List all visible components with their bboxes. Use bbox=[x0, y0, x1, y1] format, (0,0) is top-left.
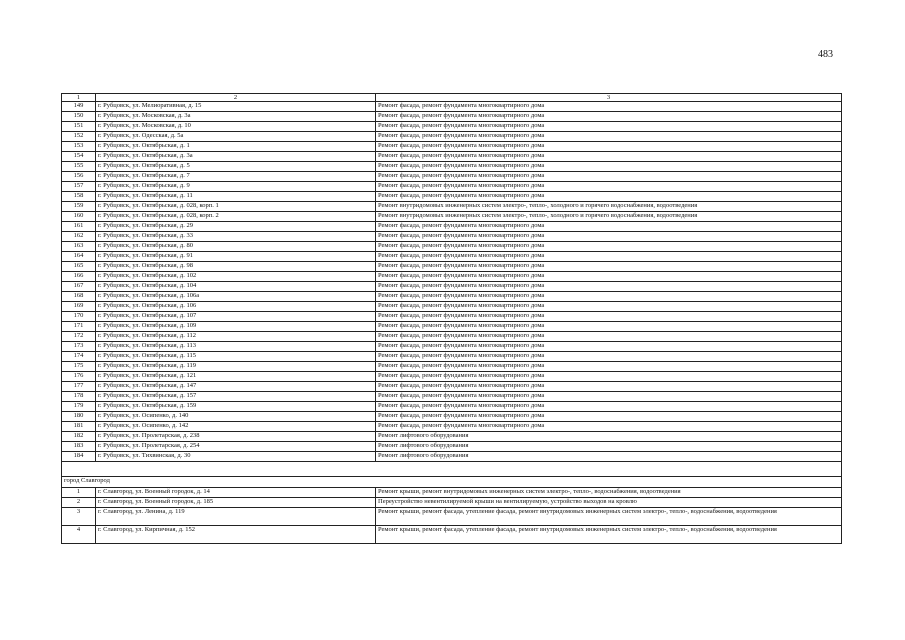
row-number: 165 bbox=[62, 262, 96, 272]
row-number: 160 bbox=[62, 212, 96, 222]
address-cell: г. Рубцовск, ул. Октябрьская, д. 113 bbox=[96, 342, 376, 352]
work-type-cell: Ремонт фасада, ремонт фундамента многоквартирного дома bbox=[376, 282, 842, 292]
row-number: 177 bbox=[62, 382, 96, 392]
address-cell: г. Рубцовск, ул. Московская, д. 3а bbox=[96, 112, 376, 122]
work-type-cell: Ремонт фасада, ремонт фундамента многоквартирного дома bbox=[376, 182, 842, 192]
row-number: 153 bbox=[62, 142, 96, 152]
table-row bbox=[62, 362, 842, 372]
work-type-cell: Ремонт фасада, ремонт фундамента многоквартирного дома bbox=[376, 192, 842, 202]
address-cell: г. Рубцовск, ул. Октябрьская, д. 11 bbox=[96, 192, 376, 202]
row-number: 180 bbox=[62, 412, 96, 422]
address-cell: г. Рубцовск, ул. Октябрьская, д. 1 bbox=[96, 142, 376, 152]
work-type-cell: Ремонт фасада, ремонт фундамента многоквартирного дома bbox=[376, 322, 842, 332]
address-cell: г. Рубцовск, ул. Одесская, д. 5а bbox=[96, 132, 376, 142]
column-header-3: 3 bbox=[376, 94, 842, 102]
address-cell: г. Рубцовск, ул. Октябрьская, д. 104 bbox=[96, 282, 376, 292]
address-cell: г. Рубцовск, ул. Октябрьская, д. 3а bbox=[96, 152, 376, 162]
address-cell: г. Славгород, ул. Военный городок, д. 14 bbox=[96, 488, 376, 498]
work-type-cell: Ремонт фасада, ремонт фундамента многоквартирного дома bbox=[376, 382, 842, 392]
row-number: 175 bbox=[62, 362, 96, 372]
table-row bbox=[62, 212, 842, 222]
address-cell: г. Рубцовск, ул. Октябрьская, д. 147 bbox=[96, 382, 376, 392]
table-row bbox=[62, 342, 842, 352]
work-type-cell: Ремонт фасада, ремонт фундамента многоквартирного дома bbox=[376, 112, 842, 122]
address-cell: г. Рубцовск, ул. Октябрьская, д. 121 bbox=[96, 372, 376, 382]
work-type-cell: Ремонт фасада, ремонт фундамента многоквартирного дома bbox=[376, 372, 842, 382]
work-type-cell: Ремонт фасада, ремонт фундамента многоквартирного дома bbox=[376, 412, 842, 422]
work-type-cell: Ремонт лифтового оборудования bbox=[376, 432, 842, 442]
work-type-cell: Ремонт фасада, ремонт фундамента многоквартирного дома bbox=[376, 402, 842, 412]
address-cell: г. Рубцовск, ул. Октябрьская, д. 109 bbox=[96, 322, 376, 332]
row-number: 176 bbox=[62, 372, 96, 382]
row-number: 168 bbox=[62, 292, 96, 302]
address-cell: г. Рубцовск, ул. Октябрьская, д. 5 bbox=[96, 162, 376, 172]
work-type-cell: Ремонт фасада, ремонт фундамента многоквартирного дома bbox=[376, 172, 842, 182]
row-number: 161 bbox=[62, 222, 96, 232]
table-row bbox=[62, 372, 842, 382]
table-row bbox=[62, 102, 842, 112]
address-cell: г. Рубцовск, ул. Осипенко, д. 140 bbox=[96, 412, 376, 422]
address-cell: г. Рубцовск, ул. Октябрьская, д. 29 bbox=[96, 222, 376, 232]
table-row bbox=[62, 192, 842, 202]
table-row bbox=[62, 132, 842, 142]
work-type-cell: Ремонт фасада, ремонт фундамента многоквартирного дома bbox=[376, 102, 842, 112]
section-header-row bbox=[62, 477, 842, 488]
table-row bbox=[62, 162, 842, 172]
address-cell: г. Рубцовск, ул. Мелиоративная, д. 15 bbox=[96, 102, 376, 112]
address-cell: г. Рубцовск, ул. Октябрьская, д. 33 bbox=[96, 232, 376, 242]
work-type-cell: Ремонт фасада, ремонт фундамента многоквартирного дома bbox=[376, 222, 842, 232]
table-row bbox=[62, 292, 842, 302]
address-cell: г. Рубцовск, ул. Октябрьская, д. 119 bbox=[96, 362, 376, 372]
work-type-cell: Ремонт фасада, ремонт фундамента многоквартирного дома bbox=[376, 302, 842, 312]
address-cell: г. Рубцовск, ул. Октябрьская, д. 115 bbox=[96, 352, 376, 362]
address-cell: г. Славгород, ул. Ленина, д. 119 bbox=[96, 508, 376, 526]
row-number: 149 bbox=[62, 102, 96, 112]
address-cell: г. Рубцовск, ул. Октябрьская, д. 157 bbox=[96, 392, 376, 402]
table-row bbox=[62, 352, 842, 362]
row-number: 155 bbox=[62, 162, 96, 172]
work-type-cell: Ремонт фасада, ремонт фундамента многоквартирного дома bbox=[376, 392, 842, 402]
table-row bbox=[62, 422, 842, 432]
work-type-cell: Ремонт фасада, ремонт фундамента многоквартирного дома bbox=[376, 142, 842, 152]
table-row bbox=[62, 332, 842, 342]
work-type-cell: Ремонт фасада, ремонт фундамента многоквартирного дома bbox=[376, 312, 842, 322]
table-row bbox=[62, 272, 842, 282]
table-row bbox=[62, 312, 842, 322]
address-cell: г. Рубцовск, ул. Октябрьская, д. 112 bbox=[96, 332, 376, 342]
work-type-cell: Ремонт фасада, ремонт фундамента многоквартирного дома bbox=[376, 242, 842, 252]
table-row bbox=[62, 452, 842, 462]
row-number: 169 bbox=[62, 302, 96, 312]
address-cell: г. Рубцовск, ул. Октябрьская, д. 7 bbox=[96, 172, 376, 182]
address-cell: г. Рубцовск, ул. Октябрьская, д. 028, корп. 1 bbox=[96, 202, 376, 212]
address-cell: г. Рубцовск, ул. Октябрьская, д. 98 bbox=[96, 262, 376, 272]
spacer-cell bbox=[62, 462, 842, 477]
row-number: 150 bbox=[62, 112, 96, 122]
work-type-cell: Ремонт фасада, ремонт фундамента многоквартирного дома bbox=[376, 252, 842, 262]
table-row bbox=[62, 412, 842, 422]
row-number: 179 bbox=[62, 402, 96, 412]
table-row bbox=[62, 142, 842, 152]
row-number: 3 bbox=[62, 508, 96, 526]
table-row bbox=[62, 262, 842, 272]
row-number: 164 bbox=[62, 252, 96, 262]
table-row bbox=[62, 112, 842, 122]
row-number: 167 bbox=[62, 282, 96, 292]
row-number: 182 bbox=[62, 432, 96, 442]
work-type-cell: Ремонт лифтового оборудования bbox=[376, 452, 842, 462]
address-cell: г. Рубцовск, ул. Московская, д. 10 bbox=[96, 122, 376, 132]
work-type-cell: Ремонт фасада, ремонт фундамента многоквартирного дома bbox=[376, 152, 842, 162]
address-cell: г. Рубцовск, ул. Осипенко, д. 142 bbox=[96, 422, 376, 432]
work-type-cell: Переустройство невентилируемой крыши на вентилируемую, устройство выходов на кровлю bbox=[376, 498, 842, 508]
row-number: 158 bbox=[62, 192, 96, 202]
work-type-cell: Ремонт фасада, ремонт фундамента многоквартирного дома bbox=[376, 352, 842, 362]
table-row bbox=[62, 442, 842, 452]
address-cell: г. Рубцовск, ул. Октябрьская, д. 9 bbox=[96, 182, 376, 192]
row-number: 166 bbox=[62, 272, 96, 282]
work-type-cell: Ремонт фасада, ремонт фундамента многоквартирного дома bbox=[376, 272, 842, 282]
address-cell: г. Рубцовск, ул. Пролетарская, д. 238 bbox=[96, 432, 376, 442]
table-row bbox=[62, 222, 842, 232]
row-number: 152 bbox=[62, 132, 96, 142]
address-cell: г. Рубцовск, ул. Октябрьская, д. 80 bbox=[96, 242, 376, 252]
row-number: 163 bbox=[62, 242, 96, 252]
work-type-cell: Ремонт фасада, ремонт фундамента многоквартирного дома bbox=[376, 162, 842, 172]
work-type-cell: Ремонт фасада, ремонт фундамента многоквартирного дома bbox=[376, 422, 842, 432]
address-cell: г. Рубцовск, ул. Октябрьская, д. 106 bbox=[96, 302, 376, 312]
row-number: 154 bbox=[62, 152, 96, 162]
table-row bbox=[62, 402, 842, 412]
work-type-cell: Ремонт лифтового оборудования bbox=[376, 442, 842, 452]
table-row bbox=[62, 122, 842, 132]
address-cell: г. Рубцовск, ул. Октябрьская, д. 107 bbox=[96, 312, 376, 322]
address-cell: г. Рубцовск, ул. Октябрьская, д. 159 bbox=[96, 402, 376, 412]
table-row bbox=[62, 232, 842, 242]
section-title: город Славгород bbox=[62, 477, 842, 488]
work-type-cell: Ремонт внутридомовых инженерных систем электро-, тепло-, холодного и горячего водоснабжения, водоотведения bbox=[376, 212, 842, 222]
work-type-cell: Ремонт крыши, ремонт внутридомовых инженерных систем электро-, тепло-, водоснабжения, водоотведения bbox=[376, 488, 842, 498]
table-row bbox=[62, 488, 842, 498]
row-number: 170 bbox=[62, 312, 96, 322]
row-number: 171 bbox=[62, 322, 96, 332]
row-number: 1 bbox=[62, 488, 96, 498]
row-number: 162 bbox=[62, 232, 96, 242]
column-header-2: 2 bbox=[96, 94, 376, 102]
table-row bbox=[62, 392, 842, 402]
row-number: 157 bbox=[62, 182, 96, 192]
table-row bbox=[62, 302, 842, 312]
table-row bbox=[62, 322, 842, 332]
row-number: 172 bbox=[62, 332, 96, 342]
address-cell: г. Рубцовск, ул. Октябрьская, д. 028, корп. 2 bbox=[96, 212, 376, 222]
table-row bbox=[62, 182, 842, 192]
work-type-cell: Ремонт фасада, ремонт фундамента многоквартирного дома bbox=[376, 342, 842, 352]
address-cell: г. Славгород, ул. Военный городок, д. 185 bbox=[96, 498, 376, 508]
work-type-cell: Ремонт фасада, ремонт фундамента многоквартирного дома bbox=[376, 122, 842, 132]
table-row bbox=[62, 432, 842, 442]
address-cell: г. Рубцовск, ул. Октябрьская, д. 91 bbox=[96, 252, 376, 262]
table-header-row bbox=[62, 94, 842, 102]
repair-program-table bbox=[61, 93, 842, 544]
row-number: 174 bbox=[62, 352, 96, 362]
table-row bbox=[62, 202, 842, 212]
table-row bbox=[62, 382, 842, 392]
work-type-cell: Ремонт фасада, ремонт фундамента многоквартирного дома bbox=[376, 132, 842, 142]
work-type-cell: Ремонт фасада, ремонт фундамента многоквартирного дома bbox=[376, 362, 842, 372]
row-number: 151 bbox=[62, 122, 96, 132]
row-number: 156 bbox=[62, 172, 96, 182]
work-type-cell: Ремонт крыши, ремонт фасада, утепление фасада, ремонт внутридомовых инженерных систем электро-, тепло-, водоснабжения, водоотведения bbox=[376, 526, 842, 544]
work-type-cell: Ремонт фасада, ремонт фундамента многоквартирного дома bbox=[376, 232, 842, 242]
row-number: 184 bbox=[62, 452, 96, 462]
work-type-cell: Ремонт фасада, ремонт фундамента многоквартирного дома bbox=[376, 332, 842, 342]
table-row bbox=[62, 252, 842, 262]
row-number: 2 bbox=[62, 498, 96, 508]
work-type-cell: Ремонт крыши, ремонт фасада, утепление фасада, ремонт внутридомовых инженерных систем электро-, тепло-, водоснабжения, водоотведения bbox=[376, 508, 842, 526]
address-cell: г. Рубцовск, ул. Тихвинская, д. 30 bbox=[96, 452, 376, 462]
row-number: 159 bbox=[62, 202, 96, 212]
row-number: 178 bbox=[62, 392, 96, 402]
spacer-row bbox=[62, 462, 842, 477]
row-number: 173 bbox=[62, 342, 96, 352]
table-row bbox=[62, 242, 842, 252]
work-type-cell: Ремонт внутридомовых инженерных систем электро-, тепло-, холодного и горячего водоснабжения, водоотведения bbox=[376, 202, 842, 212]
table-row bbox=[62, 526, 842, 544]
table-row bbox=[62, 508, 842, 526]
table-row bbox=[62, 498, 842, 508]
page-number: 483 bbox=[818, 49, 833, 60]
address-cell: г. Рубцовск, ул. Октябрьская, д. 102 bbox=[96, 272, 376, 282]
row-number: 4 bbox=[62, 526, 96, 544]
address-cell: г. Славгород, ул. Кирпичная, д. 152 bbox=[96, 526, 376, 544]
row-number: 181 bbox=[62, 422, 96, 432]
address-cell: г. Рубцовск, ул. Пролетарская, д. 254 bbox=[96, 442, 376, 452]
work-type-cell: Ремонт фасада, ремонт фундамента многоквартирного дома bbox=[376, 292, 842, 302]
address-cell: г. Рубцовск, ул. Октябрьская, д. 106а bbox=[96, 292, 376, 302]
table-row bbox=[62, 172, 842, 182]
table-body bbox=[62, 94, 842, 544]
work-type-cell: Ремонт фасада, ремонт фундамента многоквартирного дома bbox=[376, 262, 842, 272]
row-number: 183 bbox=[62, 442, 96, 452]
table-row bbox=[62, 282, 842, 292]
table-row bbox=[62, 152, 842, 162]
column-header-1: 1 bbox=[62, 94, 96, 102]
